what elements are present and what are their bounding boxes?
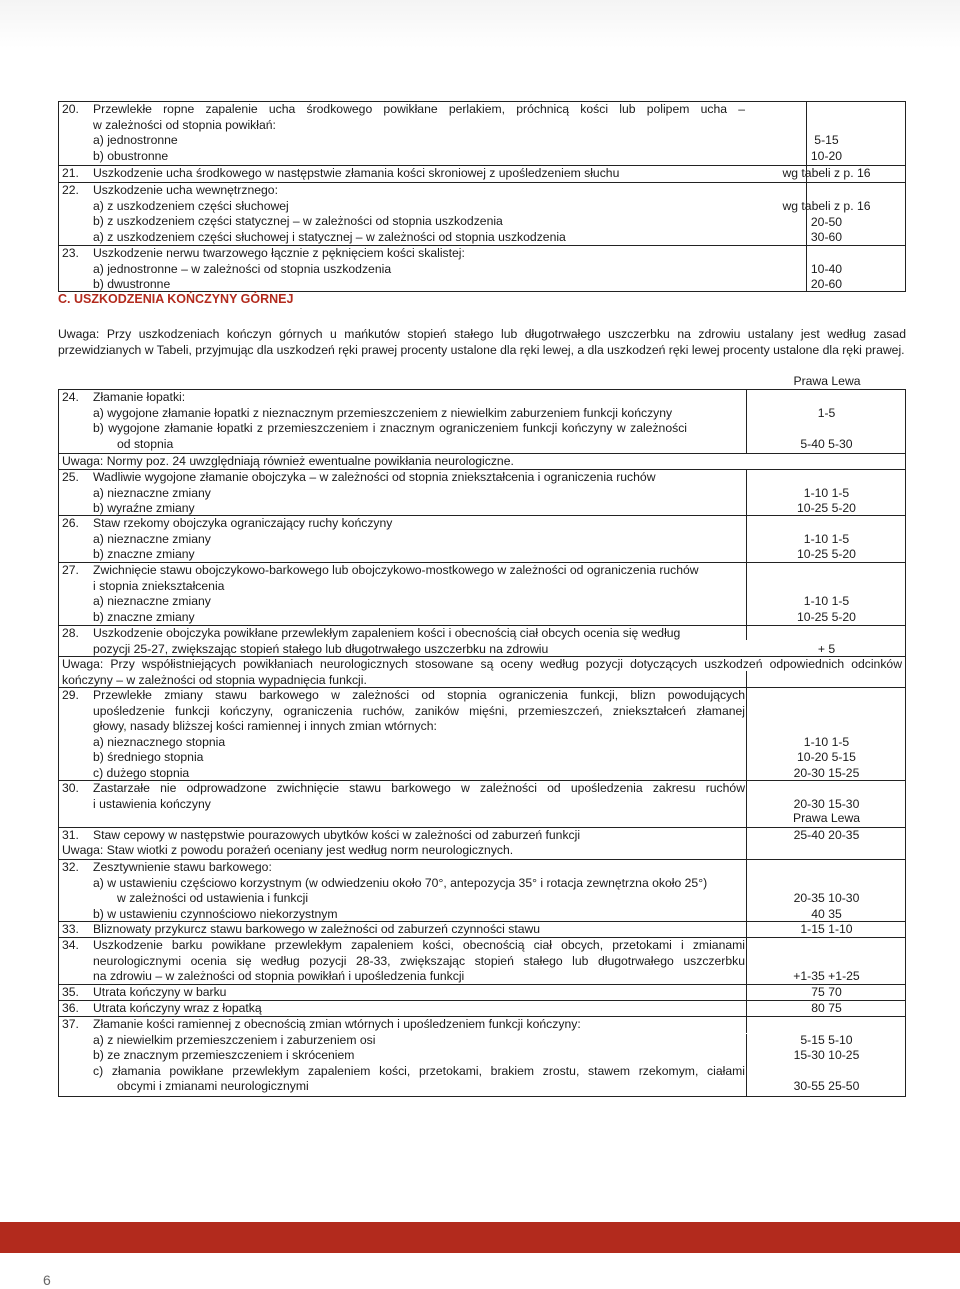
upper-limb-table [58,389,906,1097]
item-number: 26. [62,516,79,530]
table-row-36 [59,1000,905,1017]
table-row-30 [59,780,905,812]
item-value: 5-15 5-10 [800,1033,853,1047]
item-text: pozycji 25-27, zwiększając stopień stałego lub długotrwałego uszczerbku na zdrowiu [93,641,549,656]
item-value: 20-60 [810,277,843,291]
table-row-20 [59,102,905,164]
item-option: a) w ustawieniu częściowo korzystnym (w odwiedzeniu około 70°, antepozycja 35° i rotacja zewnętrzna około 25°) [93,875,708,890]
item-number: 29. [62,688,79,702]
item-number: 28. [62,626,79,640]
table-row-25 [59,469,905,516]
item-value: 1-15 1-10 [800,922,853,936]
top-gradient-band [0,0,960,48]
item-text: Przewlekłe ropne zapalenie ucha środkowego powikłane perlakiem, próchnicą kości lub polipem ucha – [93,102,745,116]
item-number: 27. [62,563,79,577]
table-row-28 [59,625,905,657]
note-left-handed [58,327,906,358]
table-row-22 [59,182,905,245]
item-option: b) znaczne zmiany [93,547,195,561]
item-value: 10-25 5-20 [797,610,856,624]
item-text: Utrata kończyny w barku [93,985,227,999]
item-value: 10-20 5-15 [797,750,856,764]
note-label: Uwaga: [62,843,104,857]
item-option: b) ze znacznym przemieszczeniem i skróceniem [93,1048,355,1062]
footer-band [0,1222,960,1253]
item-text: Uszkodzenie ucha wewnętrznego: [93,183,278,197]
item-value: 1-10 1-5 [803,735,850,749]
note-label: Uwaga: [58,327,100,341]
note-text: Staw wiotki z powodu porażeń oceniany jest według norm neurologicznych. [103,843,514,857]
item-text: Zesztywnienie stawu barkowego: [93,860,272,874]
item-text: Złamanie kości ramiennej z obecnością zmian wtórnych i upośledzeniem funkcji kończyny: [93,1017,581,1031]
item-number: 23. [62,246,79,260]
item-option: c) dużego stopnia [93,765,190,780]
section-title: C. USZKODZENIA KOŃCZYNY GÓRNEJ [58,292,294,306]
item-text: na zdrowiu – w zależności od stopnia powikłań i upośledzenia funkcji [93,969,465,983]
item-option: a) jednostronne – w zależności od stopnia uszkodzenia [93,261,392,276]
item-text: Staw cepowy w następstwie pourazowych ubytków kości w zależności od zaburzeń funkcji [93,828,581,842]
item-number: 35. [62,985,79,999]
item-number: 21. [62,166,79,180]
item-number: 31. [62,828,79,842]
item-text: upośledzenie funkcji kończyny, ograniczenia ruchów, zaników mięśni, przemieszczeń, zniekształceń złamanej [93,703,745,718]
item-value: 5-15 [814,133,839,147]
item-number: 22. [62,183,79,197]
item-number: 30. [62,781,79,795]
table-row-33 [59,921,905,938]
item-option: b) wygojone złamanie łopatki z przemieszczeniem i znacznym ograniczeniem funkcji kończyny w zależności [93,421,687,435]
item-value: wg tabeli z p. 16 [782,166,871,180]
table-row-24 [59,390,905,453]
item-value: +1-35 +1-25 [793,969,860,983]
item-value: 20-30 15-25 [793,766,860,780]
table-row-35 [59,984,905,1001]
item-text: w zależności od stopnia powikłań: [93,117,276,132]
item-value: 10-40 [810,262,843,276]
table-row-21 [59,165,905,182]
item-option: c) złamania powikłane przewlekłym zapaleniem kości, przetokami, brakiem zrostu, stawem rzekomym, ciałami [93,1063,745,1078]
item-option: a) wygojone złamanie łopatki z nieznacznym przemieszczeniem z niewielkim zaburzeniem funkcji kończyny [93,405,673,420]
item-option: b) w ustawieniu czynnościowo niekorzystnym [93,906,338,921]
table-row-23 [59,245,905,293]
note-31 [59,843,905,859]
item-text: Przewlekłe zmiany stawu barkowego w zależności od stopnia ograniczenia funkcji, blizn powodujących [93,688,745,702]
item-value: + 5 [817,642,836,656]
item-text: Staw rzekomy obojczyka ograniczający ruchy kończyny [93,516,393,530]
item-text: Złamanie łopatki: [93,390,186,404]
item-option: a) jednostronne [93,133,178,147]
column-header-right-left: Prawa Lewa [793,374,861,388]
item-value: 30-60 [810,230,843,244]
item-number: 25. [62,470,79,484]
item-text: Uszkodzenie nerwu twarzowego łącznie z pęknięciem kości skalistej: [93,246,465,260]
table-row-27 [59,562,905,626]
item-number: 24. [62,390,79,404]
item-text: głowy, nasady bliższej kości ramiennej i innych zmian wtórnych: [93,719,437,733]
table-row-34 [59,937,905,985]
item-text: Uszkodzenie barku powikłane przewlekłym zapaleniem kości, obecnością ciał obcych, przetokami i zmianami [93,938,745,952]
note-24 [59,453,905,470]
table-row-32 [59,859,905,922]
item-number: 20. [62,102,79,116]
item-text: Bliznowaty przykurcz stawu barkowego w zależności od zaburzeń czynności stawu [93,922,541,936]
item-option: obcymi i zmianami neurologicznymi [117,1079,309,1093]
note-label: Uwaga: [62,657,104,671]
item-option: b) wyraźne zmiany [93,501,195,515]
item-text: i ustawienia kończyny [93,796,211,811]
item-value: 1-10 1-5 [803,486,850,500]
note-text: Przy współistniejących powikłaniach neurologicznych stosowane są oceny według pozycji dotyczących uszkodzeń odpowiednich odcinków kończyny – w zależności od stopnia wypadnięcia funkcji. [62,657,902,687]
item-text: Uszkodzenie obojczyka powikłane przewlekłym zapaleniem kości i obecnością ciał obcych ocenia się według [93,626,681,640]
item-text: Uszkodzenie ucha środkowego w następstwie złamania kości skroniowej z upośledzeniem słuchu [93,166,620,180]
item-value: 5-40 5-30 [800,437,853,451]
item-text: neurologicznymi ocenia się według pozycji 28-33, zwiększając stopień stałego lub długotrwałego uszczerbku [93,953,745,968]
table-row-26 [59,515,905,563]
item-value: 10-25 5-20 [797,547,856,561]
page-number: 6 [43,1272,51,1288]
note-28 [59,656,905,688]
item-value: 30-55 25-50 [793,1079,860,1093]
item-option: a) nieznacznego stopnia [93,734,226,749]
item-option: a) nieznaczne zmiany [93,594,211,608]
item-option: a) z uszkodzeniem części słuchowej [93,198,289,213]
item-value: 25-40 20-35 [793,828,860,842]
item-value: 1-10 1-5 [803,532,850,546]
item-text: Wadliwie wygojone złamanie obojczyka – w zależności od stopnia zniekształcenia i ograniczenia ruchów [93,470,656,484]
item-value: wg tabeli z p. 16 [782,199,871,213]
item-value: 1-10 1-5 [803,594,850,608]
column-header: Prawa Lewa [792,811,861,825]
item-value: 10-20 [810,149,843,163]
item-value: 80 75 [811,1001,842,1015]
item-option: a) z uszkodzeniem części słuchowej i statycznej – w zależności od stopnia uszkodzenia [93,229,566,244]
item-number: 36. [62,1001,79,1015]
item-value: 10-25 5-20 [797,501,856,515]
item-number: 34. [62,938,79,952]
item-option: od stopnia [117,436,174,451]
item-value: 20-35 10-30 [793,891,860,905]
table-row-29 [59,687,905,781]
item-option: b) obustronne [93,148,169,163]
item-option: a) z niewielkim przemieszczeniem i zaburzeniem osi [93,1032,376,1047]
table-row-31 [59,827,905,844]
item-text: Zwichnięcie stawu obojczykowo-barkowego lub obojczykowo-mostkowego w zależności od ograniczenia ruchów [93,563,699,577]
item-text: Zastarzałe nie odprowadzone zwichnięcie stawu barkowego w zależności od upośledzenia zakresu ruchów [93,781,745,795]
item-value: 40 35 [811,907,842,921]
item-number: 32. [62,860,79,874]
item-text: i stopnia zniekształcenia [93,578,225,593]
item-number: 33. [62,922,79,936]
item-option: w zależności od ustawienia i funkcji [117,891,309,905]
item-option: b) z uszkodzeniem części statycznej – w zależności od stopnia uszkodzenia [93,214,503,228]
item-value: 20-30 15-30 [793,797,860,811]
item-value: 15-30 10-25 [793,1048,860,1062]
note-label: Uwaga: [62,454,104,468]
item-option: b) dwustronne [93,277,171,291]
item-value: 1-5 [817,406,836,420]
item-option: b) znaczne zmiany [93,609,195,624]
item-value: 75 70 [811,985,842,999]
item-text: Utrata kończyny wraz z łopatką [93,1001,262,1015]
note-text: Przy uszkodzeniach kończyn górnych u mańkutów stopień stałego lub długotrwałego uszczerbku na zdrowiu ustalany jest według zasad przewidzianych w Tabeli, przyjmując dla uszkodzeń ręki prawej procenty ustalone dla ręki lewej, a dla uszkodzeń ręki lewej procenty ustalone dla ręki prawej. [58,327,906,357]
item-option: a) nieznaczne zmiany [93,485,211,500]
item-value: 20-50 [810,215,843,229]
item-number: 37. [62,1017,79,1031]
ear-table [58,101,906,292]
item-option: b) średniego stopnia [93,750,204,764]
table-row-37 [59,1016,905,1097]
item-option: a) nieznaczne zmiany [93,531,211,546]
note-text: Normy poz. 24 uwzględniają również ewentualne powikłania neurologiczne. [103,454,514,468]
column-header-right-left [59,811,905,827]
